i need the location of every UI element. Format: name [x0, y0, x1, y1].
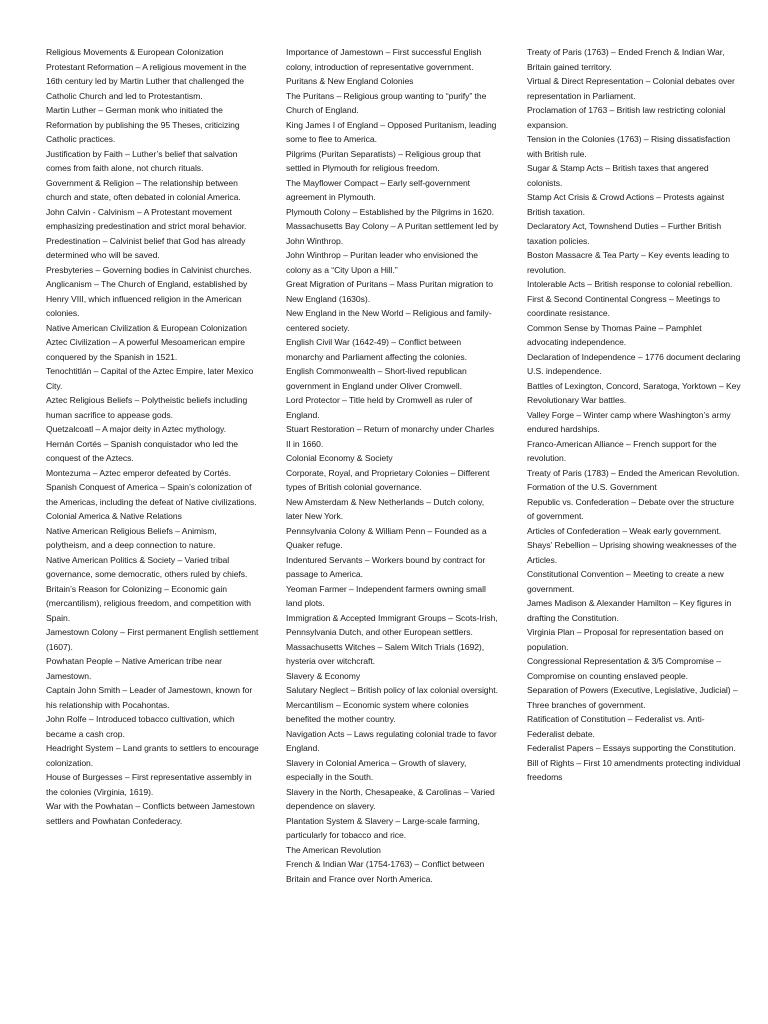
term-entry: Shays’ Rebellion – Uprising showing weaknesses of the Articles.: [527, 540, 737, 565]
term-entry: New Amsterdam & New Netherlands – Dutch colony, later New York.: [286, 496, 485, 521]
term-entry: Hernán Cortés – Spanish conquistador who led the conquest of the Aztecs.: [46, 438, 239, 463]
term-entry: First & Second Continental Congress – Meetings to coordinate resistance.: [527, 293, 720, 318]
term-entry: Headright System – Land grants to settlers to encourage colonization.: [46, 743, 259, 768]
term-entry: Corporate, Royal, and Proprietary Colonies – Different types of British colonial governance.: [286, 467, 490, 492]
term-entry: Jamestown Colony – First permanent English settlement (1607).: [46, 627, 259, 652]
term-entry: Constitutional Convention – Meeting to create a new government.: [527, 569, 724, 594]
term-entry: Navigation Acts – Laws regulating colonial trade to favor England.: [286, 728, 497, 753]
term-entry: War with the Powhatan – Conflicts between Jamestown settlers and Powhatan Confederacy.: [46, 801, 255, 826]
term-entry: The Puritans – Religious group wanting to “purify” the Church of England.: [286, 90, 487, 115]
text-column-2: [286, 45, 500, 886]
term-entry: English Civil War (1642-49) – Conflict between monarchy and Parliament affecting the colonies.: [286, 337, 467, 362]
term-entry: Congressional Representation & 3/5 Compromise – Compromise on counting enslaved people.: [527, 656, 721, 681]
term-entry: Predestination – Calvinist belief that God has already determined who will be saved.: [46, 235, 246, 260]
term-entry: Common Sense by Thomas Paine – Pamphlet advocating independence.: [527, 322, 702, 347]
term-entry: New England in the New World – Religious and family-centered society.: [286, 308, 492, 333]
term-entry: Slavery in Colonial America – Growth of slavery, especially in the South.: [286, 757, 467, 782]
term-entry: Montezuma – Aztec emperor defeated by Cortés.: [46, 467, 231, 478]
term-entry: Aztec Religious Beliefs – Polytheistic beliefs including human sacrifice to appease gods.: [46, 395, 248, 420]
term-entry: French & Indian War (1754-1763) – Conflict between Britain and France over North America.: [286, 859, 485, 884]
term-entry: Immigration & Accepted Immigrant Groups – Scots-Irish, Pennsylvania Dutch, and other European settlers.: [286, 612, 498, 637]
term-entry: Sugar & Stamp Acts – British taxes that angered colonists.: [527, 163, 709, 188]
term-entry: Federalist Papers – Essays supporting the Constitution.: [527, 743, 736, 753]
term-entry: Massachusetts Bay Colony – A Puritan settlement led by John Winthrop.: [286, 221, 499, 246]
term-entry: Virginia Plan – Proposal for representation based on population.: [527, 627, 724, 652]
term-entry: Tenochtitlán – Capital of the Aztec Empire, later Mexico City.: [46, 366, 254, 391]
term-entry: Treaty of Paris (1783) – Ended the American Revolution.: [527, 467, 740, 478]
term-entry: Pennsylvania Colony & William Penn – Founded as a Quaker refuge.: [286, 525, 487, 550]
term-entry: Declaration of Independence – 1776 document declaring U.S. independence.: [527, 351, 741, 376]
term-entry: House of Burgesses – First representative assembly in the colonies (Virginia, 1619).: [46, 772, 252, 797]
term-entry: Separation of Powers (Executive, Legislative, Judicial) – Three branches of government.: [527, 685, 738, 710]
term-entry: John Winthrop – Puritan leader who envisioned the colony as a “City Upon a Hill.”: [286, 250, 478, 275]
term-entry: Plantation System & Slavery – Large-scale farming, particularly for tobacco and rice.: [286, 815, 480, 840]
term-entry: Native American Politics & Society – Varied tribal governance, some democratic, others ruled by chiefs.: [46, 554, 248, 579]
term-entry: Importance of Jamestown – First successful English colony, introduction of representative government.: [286, 47, 482, 72]
term-entry: Spanish Conquest of America – Spain’s colonization of the Americas, including the defeat of Native civilizations.: [46, 482, 257, 507]
term-entry: The American Revolution: [286, 844, 381, 855]
term-entry: Bill of Rights – First 10 amendments protecting individual freedoms: [527, 757, 741, 782]
term-entry: Battles of Lexington, Concord, Saratoga, Yorktown – Key Revolutionary War battles.: [527, 380, 741, 405]
term-entry: Indentured Servants – Workers bound by contract for passage to America.: [286, 554, 486, 579]
term-entry: Aztec Civilization – A powerful Mesoamerican empire conquered by the Spanish in 1521.: [46, 337, 246, 362]
term-entry: Government & Religion – The relationship between church and state, often debated in colonial America.: [46, 177, 241, 202]
term-entry: Ratification of Constitution – Federalist vs. Anti-Federalist debate.: [527, 714, 705, 739]
term-entry: English Commonwealth – Short-lived republican government in England under Oliver Cromwell.: [286, 366, 467, 391]
term-entry: Slavery & Economy: [286, 670, 361, 681]
term-entry: Massachusetts Witches – Salem Witch Trials (1692), hysteria over witchcraft.: [286, 641, 485, 666]
term-entry: Captain John Smith – Leader of Jamestown, known for his relationship with Pocahontas.: [46, 685, 253, 710]
term-entry: Valley Forge – Winter camp where Washington’s army endured hardships.: [527, 409, 731, 434]
term-entry: Britain’s Reason for Colonizing – Economic gain (mercantilism), religious freedom, and competition with Spain.: [46, 583, 252, 623]
term-entry: John Calvin - Calvinism – A Protestant movement emphasizing predestination and strict moral behavior.: [46, 206, 247, 231]
term-entry: Stuart Restoration – Return of monarchy under Charles II in 1660.: [286, 424, 495, 449]
term-entry: Protestant Reformation – A religious movement in the 16th century led by Martin Luther that challenged the Catholic Church and led to Protestantism.: [46, 61, 247, 101]
term-entry: Treaty of Paris (1763) – Ended French & Indian War, Britain gained territory.: [527, 47, 725, 72]
text-column-1: [46, 45, 260, 828]
term-entry: Lord Protector – Title held by Cromwell as ruler of England.: [286, 395, 473, 420]
text-column-3: [527, 45, 741, 785]
term-entry: Justification by Faith – Luther’s belief that salvation comes from faith alone, not church rituals.: [46, 148, 238, 173]
term-entry: Intolerable Acts – British response to colonial rebellion.: [527, 279, 733, 289]
term-entry: King James I of England – Opposed Puritanism, leading some to flee to America.: [286, 119, 497, 144]
term-entry: Puritans & New England Colonies: [286, 76, 414, 86]
term-entry: Tension in the Colonies (1763) – Rising dissatisfaction with British rule.: [527, 134, 731, 159]
term-entry: Slavery in the North, Chesapeake, & Carolinas – Varied dependence on slavery.: [286, 786, 495, 811]
term-entry: Colonial Economy & Society: [286, 453, 393, 463]
term-entry: James Madison & Alexander Hamilton – Key figures in drafting the Constitution.: [527, 598, 732, 623]
term-entry: Plymouth Colony – Established by the Pilgrims in 1620.: [286, 206, 494, 217]
term-entry: Franco-American Alliance – French support for the revolution.: [527, 438, 717, 463]
term-entry: Colonial America & Native Relations: [46, 511, 182, 521]
term-entry: Great Migration of Puritans – Mass Puritan migration to New England (1630s).: [286, 279, 493, 304]
term-entry: Presbyteries – Governing bodies in Calvinist churches.: [46, 264, 252, 275]
term-entry: The Mayflower Compact – Early self-government agreement in Plymouth.: [286, 177, 471, 202]
term-entry: Religious Movements & European Colonization: [46, 47, 224, 57]
term-entry: John Rolfe – Introduced tobacco cultivation, which became a cash crop.: [46, 714, 235, 739]
term-entry: Declaratory Act, Townshend Duties – Further British taxation policies.: [527, 221, 722, 246]
term-entry: Articles of Confederation – Weak early government.: [527, 525, 722, 536]
term-entry: Proclamation of 1763 – British law restricting colonial expansion.: [527, 105, 726, 130]
term-entry: Formation of the U.S. Government: [527, 482, 657, 492]
term-entry: Powhatan People – Native American tribe near Jamestown.: [46, 656, 222, 681]
term-entry: Pilgrims (Puritan Separatists) – Religious group that settled in Plymouth for religious freedom.: [286, 148, 481, 173]
term-entry: Stamp Act Crisis & Crowd Actions – Protests against British taxation.: [527, 192, 725, 217]
term-entry: Virtual & Direct Representation – Colonial debates over representation in Parliament.: [527, 76, 735, 101]
term-entry: Mercantilism – Economic system where colonies benefited the mother country.: [286, 699, 469, 724]
term-entry: Anglicanism – The Church of England, established by Henry VIII, which influenced religion in the American colonies.: [46, 279, 248, 318]
term-entry: Salutary Neglect – British policy of lax colonial oversight.: [286, 685, 498, 695]
term-entry: Boston Massacre & Tea Party – Key events leading to revolution.: [527, 250, 730, 275]
term-entry: Native American Religious Beliefs – Animism, polytheism, and a deep connection to nature.: [46, 525, 217, 550]
term-entry: Yeoman Farmer – Independent farmers owning small land plots.: [286, 583, 486, 608]
term-entry: Quetzalcoatl – A major deity in Aztec mythology.: [46, 424, 226, 434]
term-entry: Native American Civilization & European Colonization: [46, 322, 247, 333]
term-entry: Republic vs. Confederation – Debate over the structure of government.: [527, 496, 735, 521]
term-entry: Martin Luther – German monk who initiated the Reformation by publishing the 95 Theses, criticizing Catholic practices.: [46, 105, 240, 144]
